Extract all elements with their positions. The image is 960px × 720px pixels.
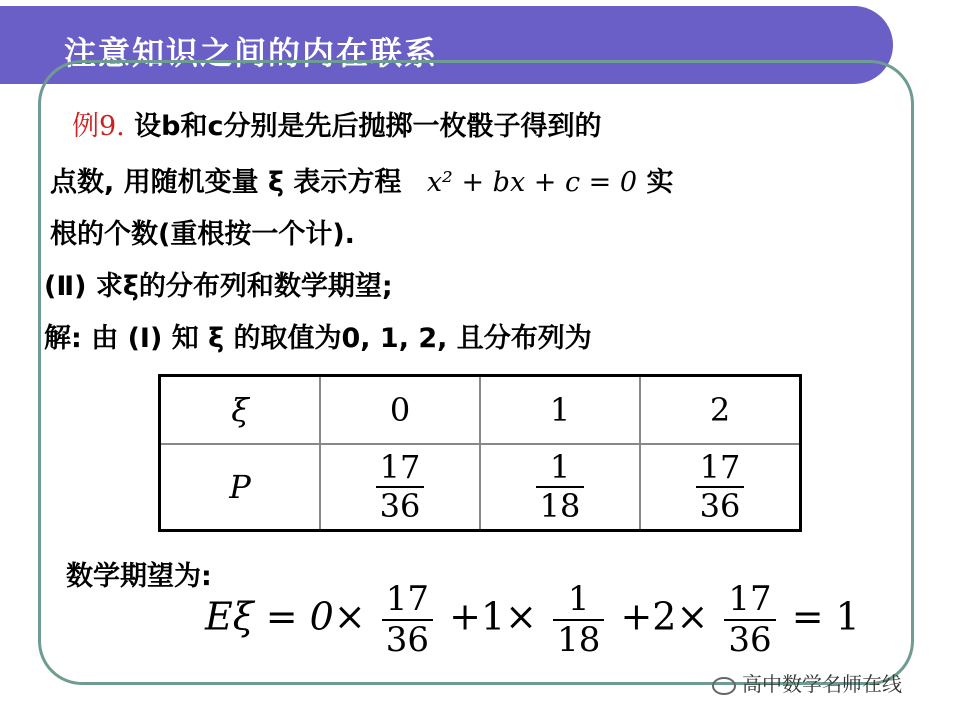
problem-line-1 xyxy=(72,104,602,143)
table-row-probs xyxy=(160,444,801,531)
quadratic-equation: x² + bx + c = 0 xyxy=(426,167,638,198)
cell-value-1: 1 xyxy=(480,376,640,445)
question-line: (Ⅱ) 求ξ的分布列和数学期望; xyxy=(44,271,393,302)
expectation-label: 数学期望为: xyxy=(66,561,212,592)
fraction: $\frac{1}{18}$ xyxy=(536,449,585,525)
formula-fraction-2: $\frac{1}{18}$ xyxy=(553,580,604,660)
problem-line-3: 根的个数(重根按一个计). xyxy=(50,219,355,250)
formula-fraction-1: $\frac{17}{36}$ xyxy=(382,580,433,660)
problem-text-1: 设b和c分别是先后抛掷一枚骰子得到的 xyxy=(134,111,602,142)
problem-text-2-end: 实 xyxy=(646,167,674,198)
cell-prob-0 xyxy=(320,444,480,531)
problem-text-2: 点数, 用随机变量 ξ 表示方程 xyxy=(50,167,402,198)
watermark-text: 高中数学名师在线 xyxy=(742,672,902,696)
distribution-table xyxy=(158,374,802,532)
watermark xyxy=(712,668,902,697)
wechat-icon xyxy=(712,677,736,695)
formula-lhs: Eξ = 0× xyxy=(205,594,366,639)
formula-term-3: +2× xyxy=(620,594,709,639)
slide-title: 注意知识之间的内在联系 xyxy=(64,34,439,72)
formula-term-2: +1× xyxy=(449,594,537,639)
solution-line: 解: 由 (Ⅰ) 知 ξ 的取值为0, 1, 2, 且分布列为 xyxy=(44,323,592,354)
cell-prob-1 xyxy=(480,444,640,531)
problem-line-2 xyxy=(50,160,673,199)
example-label: 例9. xyxy=(72,111,125,142)
cell-prob-2 xyxy=(640,444,801,531)
table-row-values xyxy=(160,376,801,445)
formula-fraction-3: $\frac{17}{36}$ xyxy=(724,580,775,660)
expectation-formula xyxy=(205,580,860,660)
fraction: $\frac{17}{36}$ xyxy=(376,449,425,525)
cell-value-0: 0 xyxy=(320,376,480,445)
cell-xi: ξ xyxy=(160,376,321,445)
formula-rhs: = 1 xyxy=(791,594,860,639)
cell-value-2: 2 xyxy=(640,376,801,445)
fraction: $\frac{17}{36}$ xyxy=(696,449,745,525)
cell-p-label: P xyxy=(160,444,321,531)
